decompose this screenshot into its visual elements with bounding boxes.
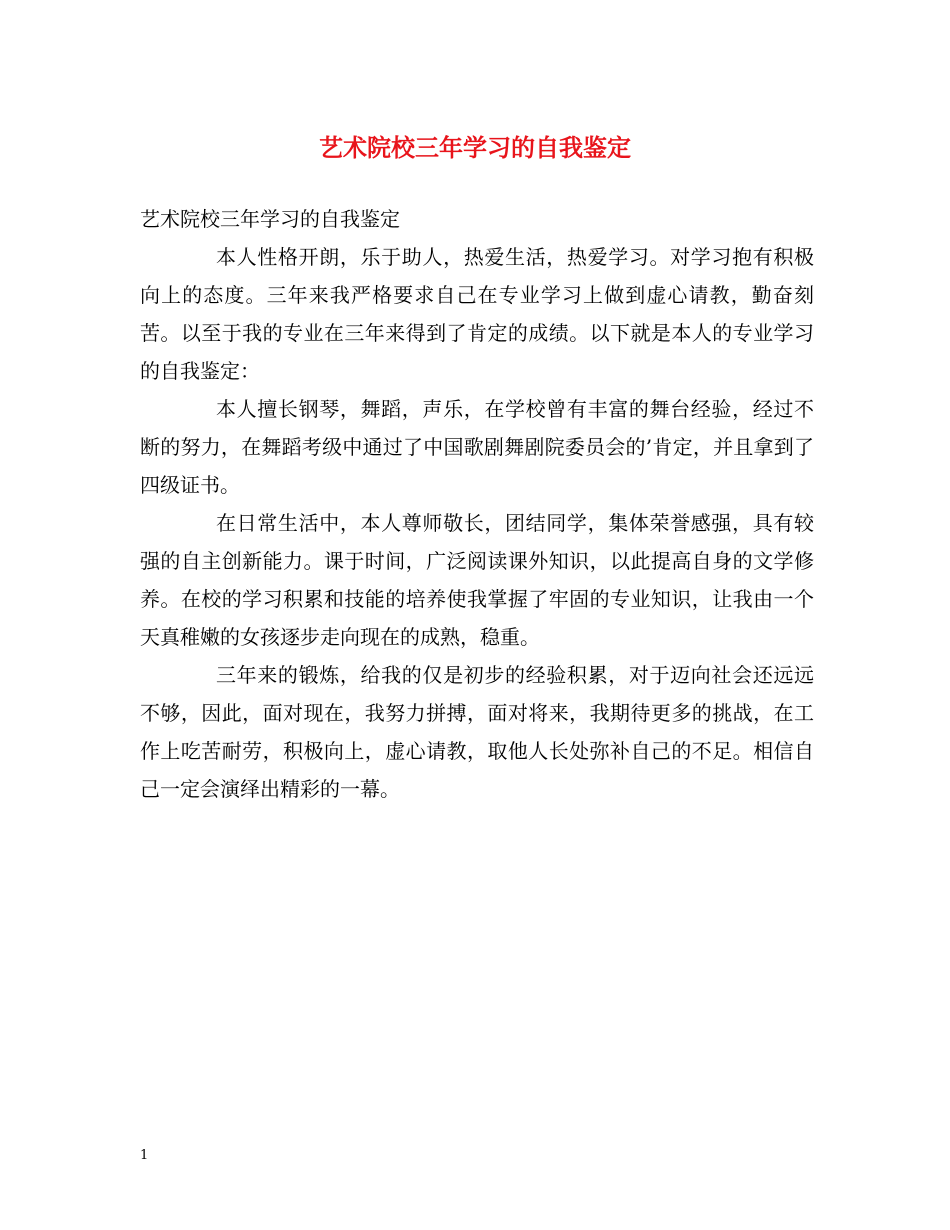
document-subtitle: 艺术院校三年学习的自我鉴定 (140, 207, 400, 231)
paragraph-daily-life: 在日常生活中，本人尊师敬长，团结同学，集体荣誉感强，具有较强的自主创新能力。课于时间，广泛阅读课外知识，以此提高自身的文学修养。在校的学习积累和技能的培养使我掌握了牢固的专业知识，让我由一个天真稚嫩的女孩逐步走向现在的成熟，稳重。 (140, 511, 814, 649)
paragraph-conclusion: 三年来的锻炼，给我的仅是初步的经验积累，对于迈向社会还远远不够，因此，面对现在，我努力拼搏，面对将来，我期待更多的挑战，在工作上吃苦耐劳，积极向上，虚心请教，取他人长处弥补自己的不足。相信自己一定会演绎出精彩的一幕。 (140, 663, 814, 801)
document-title: 艺术院校三年学习的自我鉴定 (319, 134, 631, 162)
page-number: 1 (140, 1148, 149, 1163)
document-body (140, 200, 814, 808)
paragraph-skills: 本人擅长钢琴，舞蹈，声乐，在学校曾有丰富的舞台经验，经过不断的努力，在舞蹈考级中通过了中国歌剧舞剧院委员会的’肯定，并且拿到了四级证书。 (140, 397, 814, 497)
paragraph-intro: 本人性格开朗，乐于助人，热爱生活，热爱学习。对学习抱有积极向上的态度。三年来我严格要求自己在专业学习上做到虚心请教，勤奋刻苦。以至于我的专业在三年来得到了肯定的成绩。以下就是本人的专业学习的自我鉴定： (140, 245, 814, 383)
